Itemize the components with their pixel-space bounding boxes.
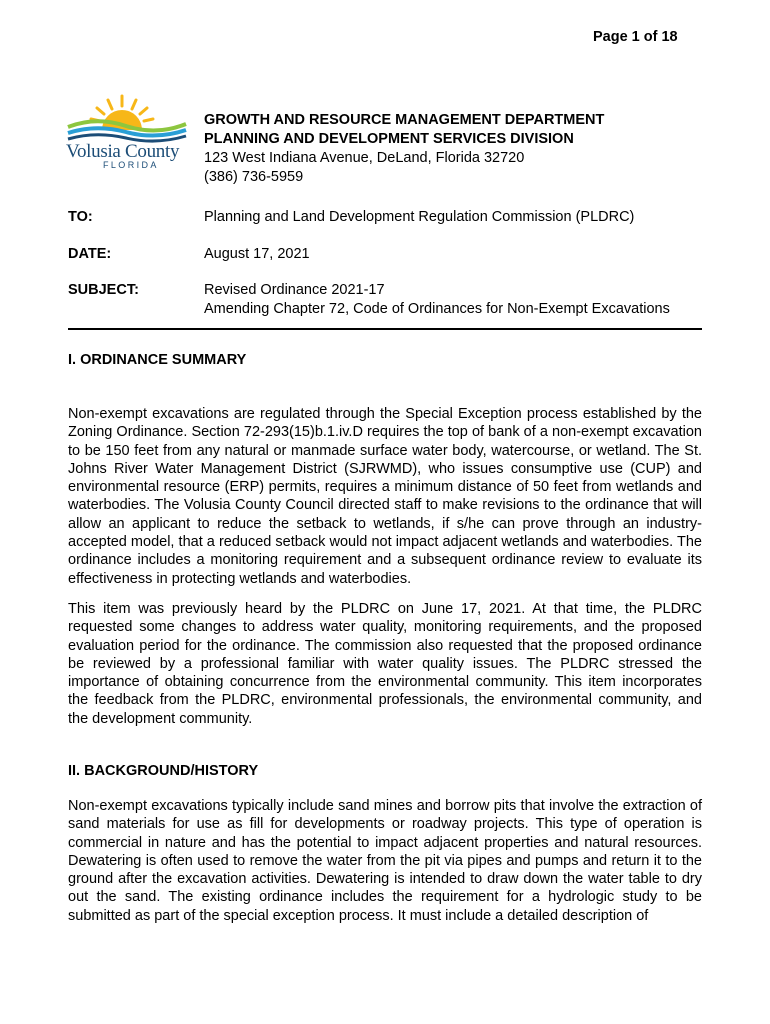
summary-paragraph-1: Non-exempt excavations are regulated through the Special Exception process established by the Zoning Ordinance. Section 72-293(15)b.1.iv.D requires the top of bank of a non-exempt excavation to be 150 feet from any natural or manmade surface water body, watercourse, or wetland. The St. Johns River Water Management District (SJRWMD), who issues consumptive use (CUP) and environmental resource (ERP) permits, requires a minimum distance of 50 feet from wetlands and waterbodies. The Volusia County Council directed staff to make revisions to the ordinance that will allow an applicant to reduce the setback to wetlands, if s/he can prove through an industry-accepted model, that a reduced setback would not impact adjacent wetlands and waterbodies. The ordinance includes a monitoring requirement and a subsequent ordinance review to evaluate its effectiveness in protecting wetlands and waterbodies. [68,406,702,587]
page-number: Page 1 of 18 [593,29,678,45]
department-name: GROWTH AND RESOURCE MANAGEMENT DEPARTMENT [204,112,605,128]
subject-label: SUBJECT: [68,282,139,298]
division-name: PLANNING AND DEVELOPMENT SERVICES DIVISION [204,131,574,147]
subject-line-2: Amending Chapter 72, Code of Ordinances for Non-Exempt Excavations [204,301,670,317]
logo-county-name: Volusia County [66,141,180,162]
section-heading-background: II. BACKGROUND/HISTORY [68,763,259,779]
letterhead [204,111,604,187]
to-label: TO: [68,209,93,225]
to-value: Planning and Land Development Regulation Commission (PLDRC) [204,209,635,225]
address: 123 West Indiana Avenue, DeLand, Florida 32720 [204,150,525,166]
section-heading-summary: I. ORDINANCE SUMMARY [68,352,247,368]
summary-paragraph-2: This item was previously heard by the PLDRC on June 17, 2021. At that time, the PLDRC requested some changes to address water quality, monitoring requirements, and the proposed evaluation period for the ordinance. The commission also requested that the proposed ordinance be reviewed by a professional familiar with water quality issues. The PLDRC stressed the importance of obtaining concurrence from the environmental community. This item incorporates the feedback from the PLDRC, environmental professionals, the environmental community, and the development community. [68,601,702,727]
sun-wave-icon [66,94,188,144]
date-value: August 17, 2021 [204,246,310,262]
phone: (386) 736-5959 [204,169,304,185]
subject-line-1: Revised Ordinance 2021-17 [204,282,385,298]
volusia-county-logo [66,94,188,174]
background-paragraph-1: Non-exempt excavations typically include sand mines and borrow pits that involve the extraction of sand materials for use as fill for developments or roadway projects. This type of operation is commercial in nature and has the potential to impact adjacent properties and natural resources. Dewatering is often used to remove the water from the pit via pipes and pumps and return it to the ground after the excavation activities. Dewatering is intended to draw down the water table to dry out the sand. The existing ordinance includes the requirement for a hydrologic study to be submitted as part of the special exception process. It must include a detailed description of [68,798,702,924]
subject-value [204,281,670,319]
header-divider [68,328,702,330]
date-label: DATE: [68,246,112,262]
logo-state-name: FLORIDA [103,160,159,170]
